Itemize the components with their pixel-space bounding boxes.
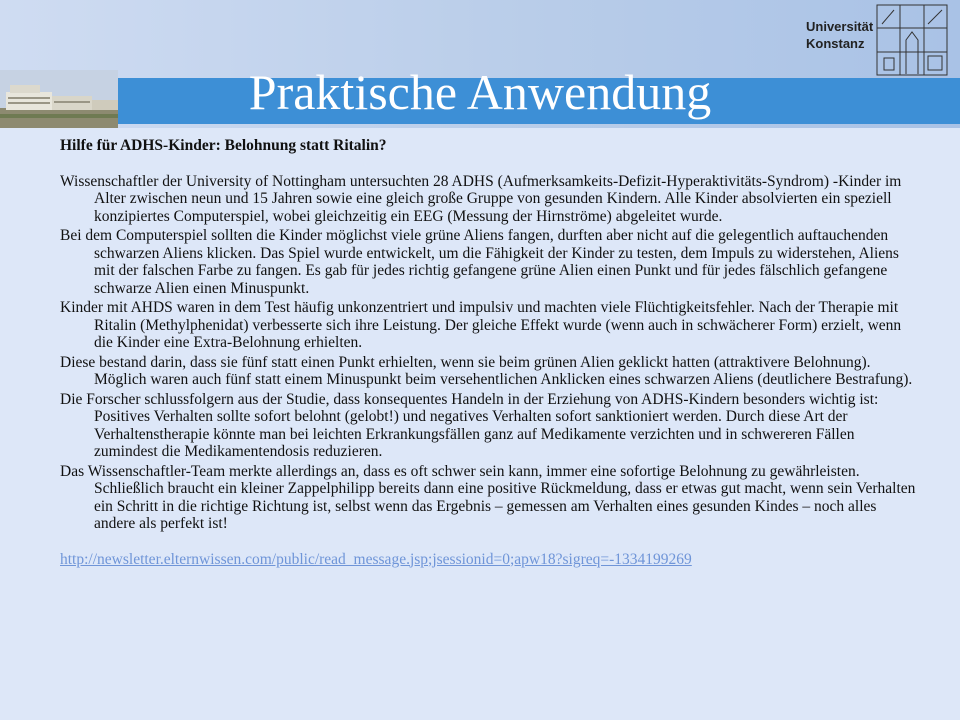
content-subtitle: Hilfe für ADHS-Kinder: Belohnung statt Ritalin? xyxy=(60,137,387,154)
university-logo-text xyxy=(806,18,876,52)
logo-line-2: Konstanz xyxy=(806,36,865,51)
slide-title: Praktische Anwendung xyxy=(248,64,712,120)
paragraph: Die Forscher schlussfolgern aus der Studie, dass konsequentes Handeln in der Erziehung von ADHS-Kindern besonders wichtig ist: Positives Verhalten sollte sofort belohnt (gelobt!) und negatives Verhalten sofort sanktioniert werden. Durch diese Art der Verhaltenstherapie könnte man bei leichten Erkrankungsfällen ganz auf Medikamente verzichten und in schwereren Fällen zumindest die Medikamentendosis reduzieren. xyxy=(60,390,879,460)
source-link[interactable]: http://newsletter.elternwissen.com/public/read_message.jsp;jsessionid=0;apw18?sigreq=-1334199269 xyxy=(60,550,692,568)
paragraph: Kinder mit AHDS waren in dem Test häufig unkonzentriert und impulsiv und machten viele Flüchtigkeitsfehler. Nach der Therapie mit Ritalin (Methylphenidat) verbesserte sich ihre Leistung. Der gleiche Effekt wurde (wenn auch in schwächerer Form) erzielt, wenn die Kinder eine Extra-Belohnung erhielten. xyxy=(60,299,902,351)
paragraph: Wissenschaftler der University of Nottingham untersuchten 28 ADHS (Aufmerksamkeits-Defizit-Hyperaktivitäts-Syndrom) -Kinder im Alter zwischen neun und 15 Jahren sowie eine gleich große Gruppe von gesunden Kindern. Alle Kinder absolvierten ein speziell konzipiertes Computerspiel, wobei gleichzeitig ein EEG (Messung der Hirnströme) abgeleitet wurde. xyxy=(60,172,902,225)
paragraph: Bei dem Computerspiel sollten die Kinder möglichst viele grüne Aliens fangen, durften aber nicht auf die gelegentlich auftauchenden schwarzen Aliens klicken. Das Spiel wurde entwickelt, um die Fähigkeit der Kinder zu testen, dem Impuls zu widerstehen, Aliens mit der falschen Farbe zu fangen. Es gab für jedes richtig gefangene grüne Alien einen Punkt und für jedes fälschlich gefangene schwarze Alien einen Minuspunkt. xyxy=(60,227,899,297)
paragraph: Das Wissenschaftler-Team merkte allerdings an, dass es oft schwer sein kann, immer eine sofortige Belohnung zu gewährleisten. Schließlich braucht ein kleiner Zappelphilipp bereits dann eine positive Rückmeldung, dass er etwas gut macht, wenn sein Verhalten ein Schritt in die richtige Richtung ist, selbst wenn das Ergebnis – gemessen am Verhalten eines gesunden Kindes – noch alles andere als perfekt ist! xyxy=(60,462,916,532)
logo-line-1: Universität xyxy=(806,19,874,34)
paragraph: Diese bestand darin, dass sie fünf statt einen Punkt erhielten, wenn sie beim grünen Alien geklickt hatten (attraktivere Belohnung). Möglich waren auch fünf statt einem Minuspunkt beim versehentlichen Anklicken eines schwarzen Aliens (deutlichere Bestrafung). xyxy=(60,353,913,388)
content-body xyxy=(60,137,920,568)
